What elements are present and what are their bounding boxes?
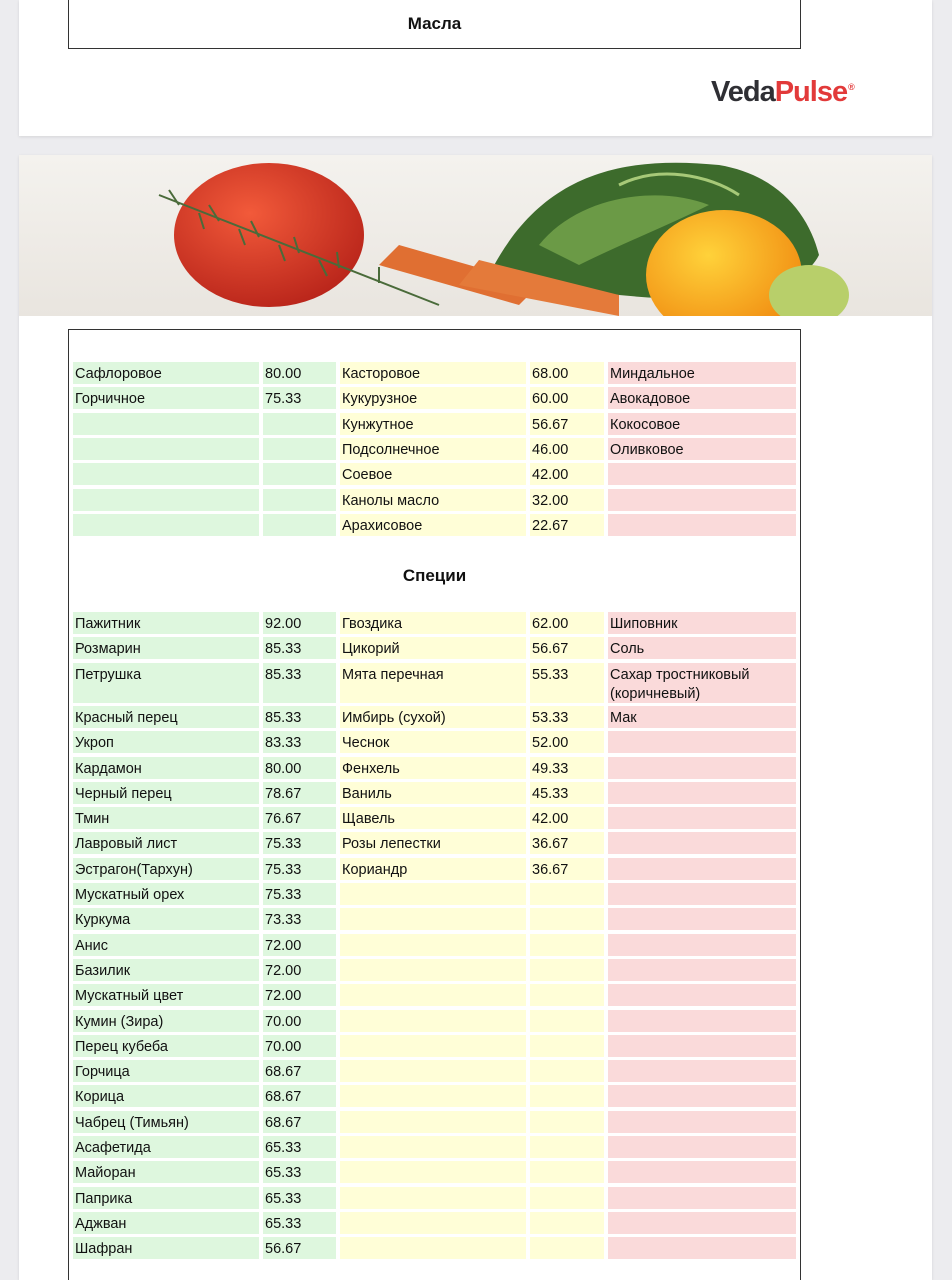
good-value-cell: 65.33 (263, 1136, 336, 1158)
mid-name-cell (340, 1237, 526, 1259)
good-value-cell: 85.33 (263, 637, 336, 659)
mid-value-cell: 42.00 (530, 463, 604, 485)
bad-name-cell (608, 782, 796, 804)
mid-name-cell: Соевое (340, 463, 526, 485)
bad-name-cell: Шиповник (608, 612, 796, 634)
good-value-cell: 68.67 (263, 1085, 336, 1107)
bad-name-cell (608, 1237, 796, 1259)
good-value-cell: 65.33 (263, 1187, 336, 1209)
mid-name-cell: Имбирь (сухой) (340, 706, 526, 728)
good-name-cell: Горчица (73, 1060, 259, 1082)
good-name-cell: Майоран (73, 1161, 259, 1183)
good-name-cell: Корица (73, 1085, 259, 1107)
good-value-cell: 73.33 (263, 908, 336, 930)
good-name-cell: Базилик (73, 959, 259, 981)
vegetables-banner-image (19, 155, 932, 316)
spices-table-row (73, 984, 796, 1006)
good-value-cell (263, 463, 336, 485)
mid-name-cell: Розы лепестки (340, 832, 526, 854)
mid-value-cell: 53.33 (530, 706, 604, 728)
bad-name-cell (608, 1212, 796, 1234)
bad-name-cell: Мак (608, 706, 796, 728)
bad-name-cell (608, 1187, 796, 1209)
spices-table-row (73, 883, 796, 905)
mid-value-cell (530, 984, 604, 1006)
bad-name-cell (608, 959, 796, 981)
good-value-cell: 70.00 (263, 1035, 336, 1057)
mid-name-cell (340, 883, 526, 905)
oils-table-row (73, 387, 796, 409)
mid-value-cell: 32.00 (530, 489, 604, 511)
mid-value-cell: 55.33 (530, 663, 604, 703)
page-card-2 (19, 155, 932, 1280)
bad-name-cell (608, 514, 796, 536)
good-value-cell: 72.00 (263, 984, 336, 1006)
good-value-cell: 65.33 (263, 1161, 336, 1183)
good-name-cell: Перец кубеба (73, 1035, 259, 1057)
spices-table-row (73, 807, 796, 829)
spices-table-row (73, 1161, 796, 1183)
oils-table-row (73, 514, 796, 536)
bad-name-cell (608, 883, 796, 905)
mid-value-cell (530, 1237, 604, 1259)
good-value-cell (263, 413, 336, 435)
good-name-cell (73, 514, 259, 536)
good-name-cell: Эстрагон(Тархун) (73, 858, 259, 880)
mid-value-cell (530, 934, 604, 956)
bad-name-cell (608, 463, 796, 485)
page-card-1 (19, 0, 932, 136)
good-value-cell (263, 489, 336, 511)
mid-name-cell (340, 1136, 526, 1158)
mid-name-cell: Мята перечная (340, 663, 526, 703)
spices-table-row (73, 757, 796, 779)
logo-veda-text: Veda (711, 76, 775, 108)
mid-value-cell: 52.00 (530, 731, 604, 753)
bad-name-cell (608, 1111, 796, 1133)
mid-name-cell (340, 1187, 526, 1209)
good-name-cell: Чабрец (Тимьян) (73, 1111, 259, 1133)
good-name-cell: Аджван (73, 1212, 259, 1234)
bad-name-cell (608, 984, 796, 1006)
good-name-cell (73, 489, 259, 511)
mid-name-cell: Цикорий (340, 637, 526, 659)
bad-name-cell (608, 757, 796, 779)
bad-name-cell (608, 1136, 796, 1158)
bad-name-cell (608, 832, 796, 854)
mid-value-cell (530, 1035, 604, 1057)
bad-name-cell (608, 1035, 796, 1057)
spices-table-row (73, 1237, 796, 1259)
spices-table-row (73, 832, 796, 854)
bad-name-cell: Кокосовое (608, 413, 796, 435)
logo-pulse-text: Pulse (774, 76, 848, 108)
good-name-cell: Паприка (73, 1187, 259, 1209)
mid-value-cell: 36.67 (530, 832, 604, 854)
mid-name-cell (340, 1035, 526, 1057)
good-value-cell: 72.00 (263, 959, 336, 981)
good-value-cell: 85.33 (263, 706, 336, 728)
spices-table-row (73, 731, 796, 753)
mid-value-cell: 36.67 (530, 858, 604, 880)
mid-value-cell (530, 1060, 604, 1082)
good-name-cell: Лавровый лист (73, 832, 259, 854)
mid-value-cell: 45.33 (530, 782, 604, 804)
mid-name-cell (340, 959, 526, 981)
mid-name-cell: Фенхель (340, 757, 526, 779)
mid-name-cell (340, 984, 526, 1006)
mid-name-cell: Канолы масло (340, 489, 526, 511)
bad-name-cell (608, 1060, 796, 1082)
good-name-cell (73, 413, 259, 435)
good-name-cell: Тмин (73, 807, 259, 829)
mid-name-cell (340, 908, 526, 930)
mid-value-cell (530, 883, 604, 905)
spices-table-row (73, 959, 796, 981)
spices-table-row (73, 1085, 796, 1107)
red-tomato-shape (174, 163, 364, 307)
mid-name-cell (340, 934, 526, 956)
good-value-cell: 78.67 (263, 782, 336, 804)
spices-section-title: Специи (402, 566, 467, 585)
spices-table-row (73, 858, 796, 880)
spices-table-row (73, 1212, 796, 1234)
mid-value-cell (530, 1212, 604, 1234)
spices-table-row (73, 1136, 796, 1158)
mid-value-cell: 42.00 (530, 807, 604, 829)
mid-value-cell (530, 1085, 604, 1107)
mid-name-cell (340, 1212, 526, 1234)
good-value-cell: 75.33 (263, 832, 336, 854)
good-value-cell: 75.33 (263, 883, 336, 905)
good-value-cell: 75.33 (263, 858, 336, 880)
bad-name-cell: Авокадовое (608, 387, 796, 409)
mid-value-cell: 68.00 (530, 362, 604, 384)
good-name-cell: Красный перец (73, 706, 259, 728)
spices-table-row (73, 637, 796, 659)
good-value-cell (263, 438, 336, 460)
spices-table-row (73, 706, 796, 728)
spices-table-row (73, 782, 796, 804)
spices-table-row (73, 1035, 796, 1057)
mid-value-cell: 46.00 (530, 438, 604, 460)
oils-table-row (73, 489, 796, 511)
good-name-cell: Шафран (73, 1237, 259, 1259)
good-name-cell: Мускатный орех (73, 883, 259, 905)
good-value-cell: 92.00 (263, 612, 336, 634)
bad-name-cell: Оливковое (608, 438, 796, 460)
bad-name-cell: Сахар тростниковый (коричневый) (608, 663, 796, 703)
mid-name-cell: Чеснок (340, 731, 526, 753)
good-name-cell: Асафетида (73, 1136, 259, 1158)
good-name-cell: Мускатный цвет (73, 984, 259, 1006)
mid-name-cell: Щавель (340, 807, 526, 829)
spices-table-row (73, 908, 796, 930)
food-table (68, 329, 801, 1280)
mid-value-cell (530, 908, 604, 930)
good-name-cell: Черный перец (73, 782, 259, 804)
mid-value-cell: 56.67 (530, 637, 604, 659)
good-name-cell: Сафлоровое (73, 362, 259, 384)
mid-value-cell: 49.33 (530, 757, 604, 779)
bad-name-cell: Соль (608, 637, 796, 659)
spices-table-row (73, 1111, 796, 1133)
oils-table-row (73, 463, 796, 485)
mid-name-cell: Касторовое (340, 362, 526, 384)
bad-name-cell (608, 807, 796, 829)
mid-value-cell (530, 1187, 604, 1209)
good-value-cell: 76.67 (263, 807, 336, 829)
good-value-cell (263, 514, 336, 536)
mid-name-cell (340, 1161, 526, 1183)
mid-name-cell (340, 1060, 526, 1082)
good-value-cell: 80.00 (263, 757, 336, 779)
mid-value-cell: 60.00 (530, 387, 604, 409)
bad-name-cell (608, 908, 796, 930)
bad-name-cell (608, 1085, 796, 1107)
mid-name-cell: Кунжутное (340, 413, 526, 435)
bad-name-cell (608, 1010, 796, 1032)
mid-name-cell: Арахисовое (340, 514, 526, 536)
good-value-cell: 56.67 (263, 1237, 336, 1259)
good-name-cell: Куркума (73, 908, 259, 930)
bad-name-cell (608, 858, 796, 880)
mid-name-cell: Кукурузное (340, 387, 526, 409)
mid-name-cell (340, 1085, 526, 1107)
good-name-cell: Кардамон (73, 757, 259, 779)
good-name-cell (73, 463, 259, 485)
good-name-cell: Петрушка (73, 663, 259, 703)
vedapulse-logo (711, 76, 854, 110)
good-name-cell: Горчичное (73, 387, 259, 409)
good-value-cell: 68.67 (263, 1060, 336, 1082)
good-value-cell: 72.00 (263, 934, 336, 956)
mid-value-cell: 56.67 (530, 413, 604, 435)
spices-table-row (73, 612, 796, 634)
mid-value-cell (530, 1111, 604, 1133)
mid-name-cell: Подсолнечное (340, 438, 526, 460)
mid-value-cell (530, 1010, 604, 1032)
bad-name-cell (608, 934, 796, 956)
spices-table-row (73, 663, 796, 703)
good-value-cell: 85.33 (263, 663, 336, 703)
mid-value-cell (530, 1161, 604, 1183)
mid-name-cell: Кориандр (340, 858, 526, 880)
mid-value-cell (530, 959, 604, 981)
bad-name-cell (608, 731, 796, 753)
good-name-cell (73, 438, 259, 460)
bad-name-cell: Миндальное (608, 362, 796, 384)
good-value-cell: 68.67 (263, 1111, 336, 1133)
spices-table-row (73, 1010, 796, 1032)
mid-value-cell: 22.67 (530, 514, 604, 536)
oils-section-title: Масла (68, 0, 801, 49)
good-value-cell: 75.33 (263, 387, 336, 409)
good-name-cell: Пажитник (73, 612, 259, 634)
spices-table-row (73, 1187, 796, 1209)
bad-name-cell (608, 1161, 796, 1183)
mid-name-cell (340, 1111, 526, 1133)
mid-name-cell: Гвоздика (340, 612, 526, 634)
good-name-cell: Укроп (73, 731, 259, 753)
mid-name-cell: Ваниль (340, 782, 526, 804)
oils-table-row (73, 438, 796, 460)
spices-table-row (73, 934, 796, 956)
mid-value-cell (530, 1136, 604, 1158)
good-name-cell: Розмарин (73, 637, 259, 659)
good-value-cell: 65.33 (263, 1212, 336, 1234)
good-name-cell: Кумин (Зира) (73, 1010, 259, 1032)
good-name-cell: Анис (73, 934, 259, 956)
bad-name-cell (608, 489, 796, 511)
oils-table-row (73, 413, 796, 435)
mid-name-cell (340, 1010, 526, 1032)
good-value-cell: 83.33 (263, 731, 336, 753)
mid-value-cell: 62.00 (530, 612, 604, 634)
spices-table-row (73, 1060, 796, 1082)
good-value-cell: 80.00 (263, 362, 336, 384)
registered-mark: ® (848, 82, 854, 92)
oils-table-row (73, 362, 796, 384)
good-value-cell: 70.00 (263, 1010, 336, 1032)
